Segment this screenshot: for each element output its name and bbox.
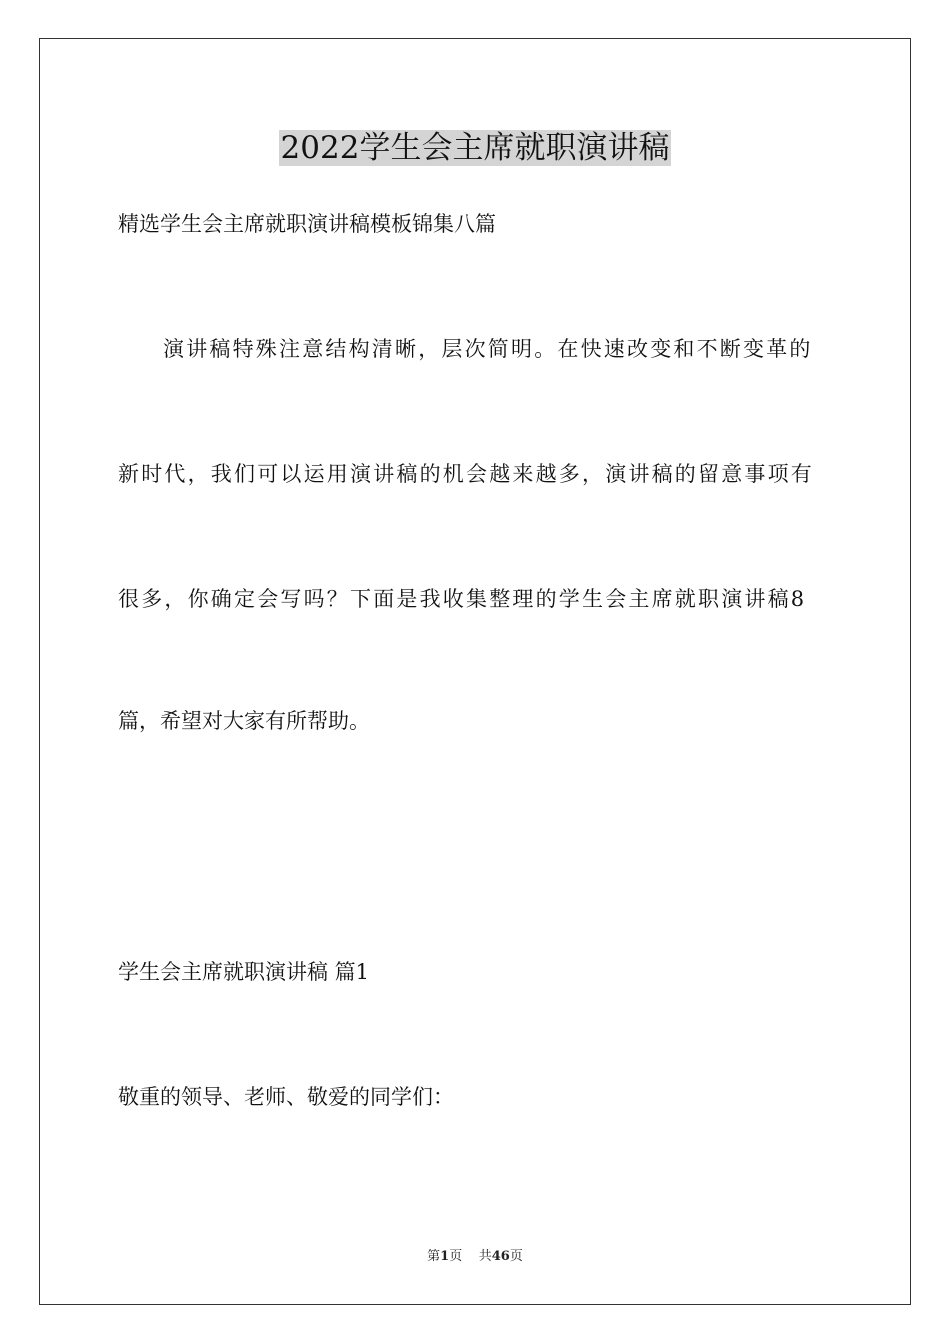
page-suffix: 页: [449, 1249, 463, 1264]
total-prefix: 共: [478, 1249, 492, 1264]
section-heading: 学生会主席就职演讲稿 篇1: [118, 960, 370, 984]
document-subtitle: 精选学生会主席就职演讲稿模板锦集八篇: [118, 212, 496, 236]
total-suffix: 页: [509, 1249, 523, 1264]
total-pages: 46: [491, 1249, 510, 1264]
page-footer: [0, 1248, 950, 1266]
document-title-text: 2022学生会主席就职演讲稿: [280, 130, 670, 166]
intro-line-4: 篇，希望对大家有所帮助。: [118, 709, 370, 733]
salutation: 敬重的领导、老师、敬爱的同学们：: [118, 1085, 454, 1109]
page-number: 1: [440, 1249, 450, 1264]
intro-line-3: 很多，你确定会写吗？下面是我收集整理的学生会主席就职演讲稿8: [118, 587, 807, 611]
intro-line-1: 演讲稿特殊注意结构清晰，层次简明。在快速改变和不断变革的: [163, 337, 813, 361]
page-prefix: 第: [427, 1249, 441, 1264]
intro-line-2: 新时代，我们可以运用演讲稿的机会越来越多，演讲稿的留意事项有: [118, 462, 814, 486]
document-title: [0, 126, 950, 170]
